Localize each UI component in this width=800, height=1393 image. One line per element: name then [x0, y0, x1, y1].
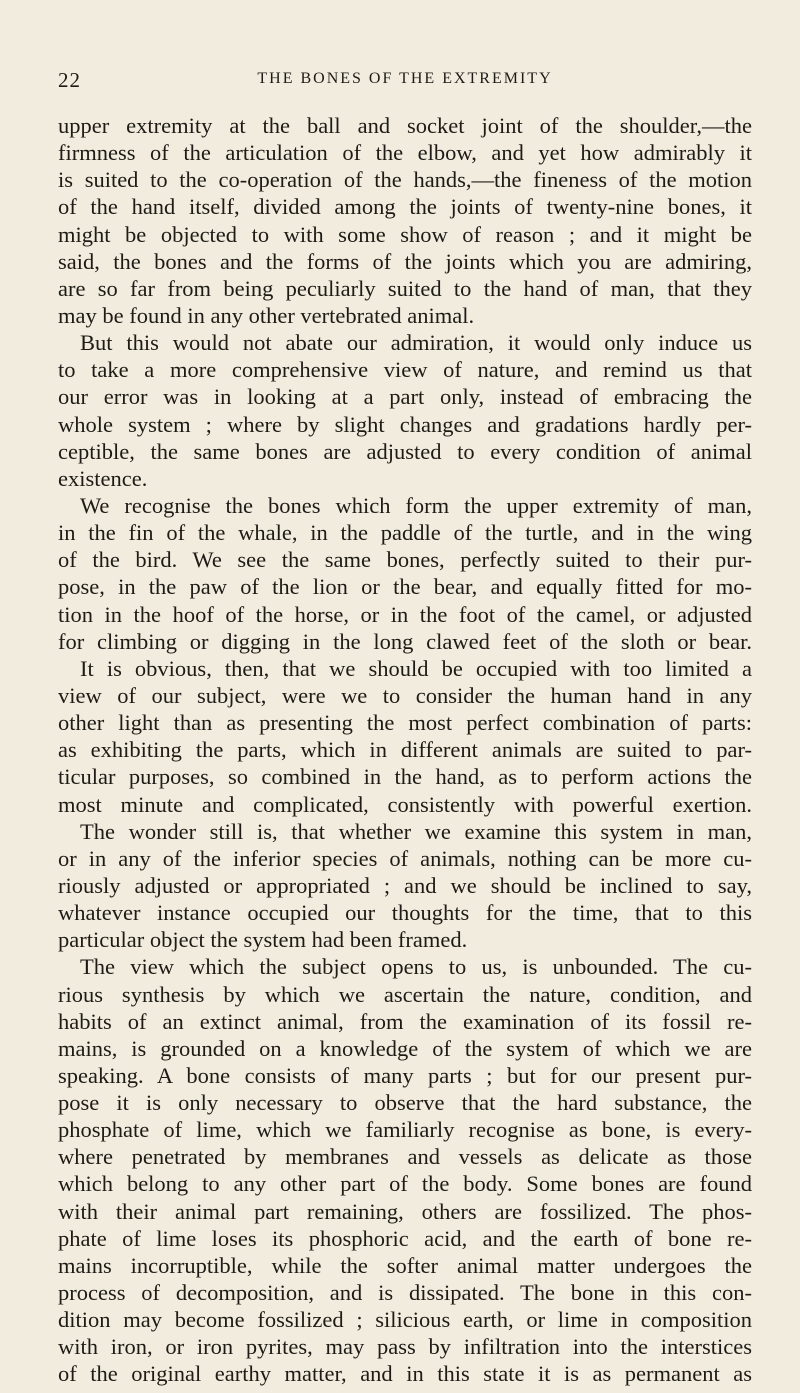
- text-line: of the original earthy matter, and in this state it is as permanent as: [58, 1361, 752, 1387]
- page-header: [58, 68, 752, 94]
- text-line: which belong to any other part of the body. Some bones are found: [58, 1171, 752, 1197]
- text-line: may be found in any other vertebrated animal.: [58, 302, 475, 328]
- text-line: is suited to the co-operation of the hands,—the fineness of the motion: [58, 167, 752, 193]
- text-line: for climbing or digging in the long clawed feet of the sloth or bear.: [58, 628, 752, 654]
- text-line: where penetrated by membranes and vessels as delicate as those: [58, 1144, 752, 1170]
- text-line: firmness of the articulation of the elbow, and yet how admirably it: [58, 140, 752, 166]
- text-line: mains incorruptible, while the softer animal matter undergoes the: [58, 1252, 752, 1278]
- text-line: our error was in looking at a part only, instead of embracing the: [58, 384, 752, 410]
- text-line: whole system ; where by slight changes and gradations hardly per-: [58, 411, 752, 437]
- text-line: particular object the system had been framed.: [58, 927, 468, 953]
- text-line: most minute and complicated, consistently with powerful exertion.: [58, 791, 752, 817]
- text-line: tion in the hoof of the horse, or in the foot of the camel, or adjusted: [58, 601, 752, 627]
- text-line: whatever instance occupied our thoughts for the time, that to this: [58, 900, 752, 926]
- text-line: said, the bones and the forms of the joints which you are admiring,: [58, 248, 752, 274]
- text-line: speaking. A bone consists of many parts ; but for our present pur-: [58, 1062, 752, 1088]
- text-line: other light than as presenting the most perfect combination of parts:: [58, 710, 752, 736]
- text-line: with iron, or iron pyrites, may pass by infiltration into the interstices: [58, 1334, 752, 1360]
- text-line: mains, is grounded on a knowledge of the system of which we are: [58, 1035, 752, 1061]
- text-line: with their animal part remaining, others are fossilized. The phos-: [58, 1198, 752, 1224]
- text-line: or in any of the inferior species of animals, nothing can be more cu-: [58, 845, 752, 871]
- text-line: ceptible, the same bones are adjusted to every condition of animal: [58, 438, 752, 464]
- text-line: of the hand itself, divided among the joints of twenty-nine bones, it: [58, 194, 752, 220]
- text-line: to take a more comprehensive view of nature, and remind us that: [58, 357, 752, 383]
- text-line: phate of lime loses its phosphoric acid, and the earth of bone re-: [58, 1225, 752, 1251]
- text-line: habits of an extinct animal, from the examination of its fossil re-: [58, 1008, 752, 1034]
- text-line: The wonder still is, that whether we examine this system in man,: [80, 818, 752, 844]
- text-line: view of our subject, were we to consider the human hand in any: [58, 682, 752, 708]
- text-line: upper extremity at the ball and socket joint of the shoulder,—the: [58, 113, 752, 138]
- text-line: phosphate of lime, which we familiarly recognise as bone, is every-: [58, 1117, 752, 1143]
- text-line: process of decomposition, and is dissipated. The bone in this con-: [58, 1280, 752, 1306]
- text-line: existence.: [58, 465, 148, 491]
- page-number: 22: [58, 68, 81, 92]
- text-line: as exhibiting the parts, which in different animals are suited to par-: [58, 737, 752, 763]
- text-line: dition may become fossilized ; silicious earth, or lime in composition: [58, 1307, 752, 1333]
- text-line: riously adjusted or appropriated ; and we should be inclined to say,: [58, 872, 752, 898]
- text-line: are so far from being peculiarly suited to the hand of man, that they: [58, 275, 752, 301]
- text-line: It is obvious, then, that we should be occupied with too limited a: [80, 655, 752, 681]
- text-line: in the fin of the whale, in the paddle of the turtle, and in the wing: [58, 520, 752, 546]
- text-line: But this would not abate our admiration, it would only induce us: [80, 330, 752, 356]
- text-line: ticular purposes, so combined in the hand, as to perform actions the: [58, 764, 752, 790]
- text-line: rious synthesis by which we ascertain the nature, condition, and: [58, 981, 752, 1007]
- text-line: pose, in the paw of the lion or the bear, and equally fitted for mo-: [58, 574, 752, 600]
- body-text: [58, 112, 752, 1388]
- running-head: THE BONES OF THE EXTREMITY: [257, 70, 553, 87]
- text-line: pose it is only necessary to observe that the hard substance, the: [58, 1090, 752, 1116]
- text-line: We recognise the bones which form the upper extremity of man,: [80, 492, 752, 518]
- text-line: of the bird. We see the same bones, perfectly suited to their pur-: [58, 547, 752, 573]
- text-line: The view which the subject opens to us, is unbounded. The cu-: [80, 954, 752, 980]
- text-line: might be objected to with some show of reason ; and it might be: [58, 221, 752, 247]
